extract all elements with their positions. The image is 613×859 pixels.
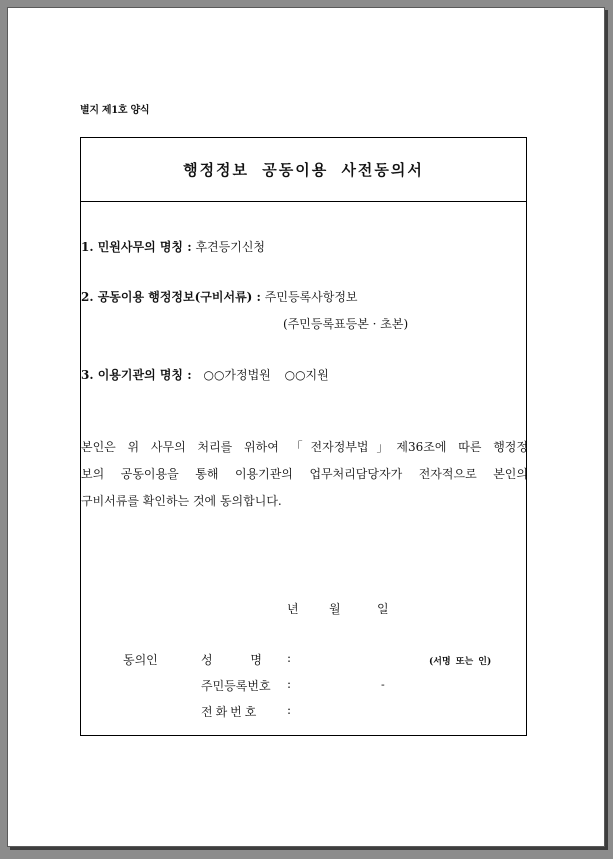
item-agency xyxy=(81,366,329,383)
consent-line-3: 구비서류를 확인하는 것에 동의합니다. xyxy=(81,494,282,508)
date-year: 년 xyxy=(287,602,299,616)
name-colon: : xyxy=(287,651,292,665)
rrn-colon: : xyxy=(287,677,292,691)
rrn-dash: - xyxy=(381,678,385,691)
sign-or-seal-hint: (서명 또는 인) xyxy=(429,657,492,667)
document-page xyxy=(7,7,605,847)
form-title: 행정정보 공동이용 사전동의서 xyxy=(183,161,424,179)
name-label: 성 명 xyxy=(201,653,262,667)
consent-line-1: 본인은 위 사무의 처리를 위하여 「전자정부법」제36조에 따른 행정정 xyxy=(81,440,528,454)
item-agency-value: ○○가정법원 ○○지원 xyxy=(203,368,329,382)
item-agency-label: 3. 이용기관의 명칭 : xyxy=(81,368,192,382)
date-day: 일 xyxy=(377,602,389,616)
item-civil-affair xyxy=(81,238,265,255)
consent-line-2: 보의 공동이용을 통해 이용기관의 업무처리담당자가 전자적으로 본인의 xyxy=(81,467,528,481)
phone-colon: : xyxy=(287,703,292,717)
rrn-label: 주민등록번호 xyxy=(201,679,271,693)
item-shared-info xyxy=(81,288,358,305)
item-civil-affair-label: 1. 민원사무의 명칭 : xyxy=(81,240,192,254)
item-shared-info-sub: (주민등록표등본 · 초본) xyxy=(283,317,409,331)
consent-statement xyxy=(81,434,528,515)
phone-label: 전화번호 xyxy=(201,705,260,719)
form-number-label: 별지 제1호 양식 xyxy=(80,105,150,116)
item-shared-info-value: 주민등록사항정보 xyxy=(264,290,358,304)
date-month: 월 xyxy=(329,602,341,616)
item-civil-affair-value: 후견등기신청 xyxy=(195,240,266,254)
consent-form xyxy=(80,137,527,736)
item-shared-info-label: 2. 공동이용 행정정보(구비서류) : xyxy=(81,290,261,304)
title-row xyxy=(81,138,526,202)
signer-label: 동의인 xyxy=(123,653,158,667)
